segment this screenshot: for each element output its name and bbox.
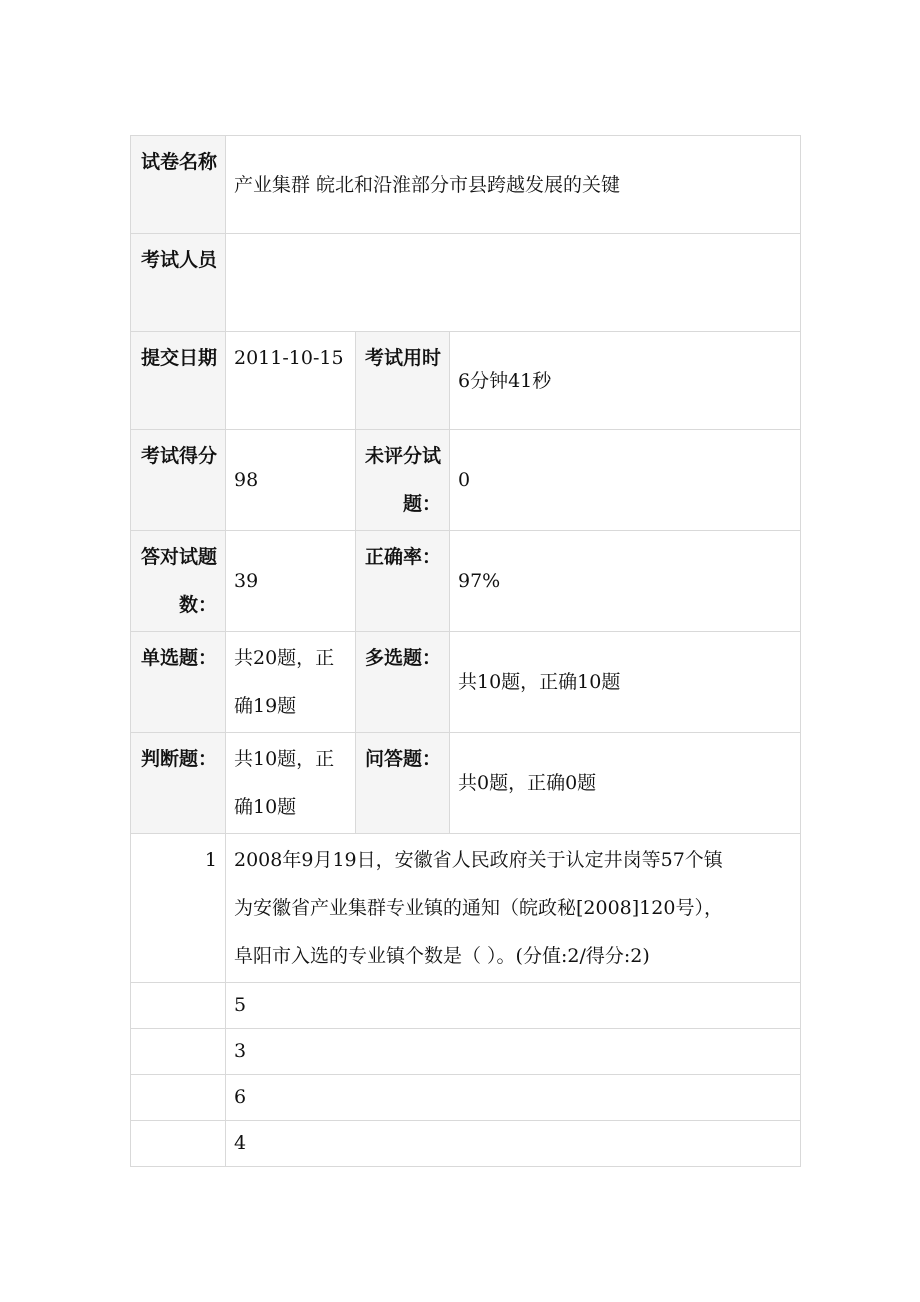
- judge-label: 判断题：: [131, 733, 226, 834]
- option-blank: [131, 1029, 226, 1075]
- accuracy-label: 正确率：: [356, 531, 450, 632]
- option-blank: [131, 1075, 226, 1121]
- ungraded-value: 0: [450, 430, 801, 531]
- score-label: 考试得分: [131, 430, 226, 531]
- examinee-value: [226, 234, 801, 332]
- multi-choice-value: 共10题，正确10题: [450, 632, 801, 733]
- option-row: [131, 1029, 801, 1075]
- multi-choice-label: 多选题：: [356, 632, 450, 733]
- ungraded-label: 未评分试题：: [356, 430, 450, 531]
- option-value: 6: [226, 1075, 801, 1121]
- option-blank: [131, 983, 226, 1029]
- score-value: 98: [226, 430, 356, 531]
- essay-label: 问答题：: [356, 733, 450, 834]
- duration-value: 6分钟41秒: [450, 332, 801, 430]
- correct-count-value: 39: [226, 531, 356, 632]
- correct-count-label: 答对试题数：: [131, 531, 226, 632]
- question-line-2: 为安徽省产业集群专业镇的通知（皖政秘[2008]120号），: [234, 897, 723, 919]
- option-row: [131, 983, 801, 1029]
- single-choice-value: 共20题，正确19题: [226, 632, 356, 733]
- question-number: 1: [131, 834, 226, 983]
- accuracy-value: 97%: [450, 531, 801, 632]
- row-correct: [131, 531, 801, 632]
- option-value: 5: [226, 983, 801, 1029]
- row-question-1: [131, 834, 801, 983]
- row-paper-name: [131, 136, 801, 234]
- row-examinee: [131, 234, 801, 332]
- question-line-1: 2008年9月19日，安徽省人民政府关于认定井岗等57个镇: [234, 849, 723, 871]
- row-date-duration: [131, 332, 801, 430]
- question-text: [226, 834, 801, 983]
- paper-name-value: 产业集群 皖北和沿淮部分市县跨越发展的关键: [226, 136, 801, 234]
- examinee-label: 考试人员: [131, 234, 226, 332]
- judge-value: 共10题，正确10题: [226, 733, 356, 834]
- paper-name-label: 试卷名称: [131, 136, 226, 234]
- exam-result-table: [130, 135, 801, 1167]
- single-choice-label: 单选题：: [131, 632, 226, 733]
- row-judge-essay: [131, 733, 801, 834]
- duration-label: 考试用时: [356, 332, 450, 430]
- option-value: 3: [226, 1029, 801, 1075]
- submit-date-value: 2011-10-15: [226, 332, 356, 430]
- submit-date-label: 提交日期: [131, 332, 226, 430]
- essay-value: 共0题，正确0题: [450, 733, 801, 834]
- option-row: [131, 1075, 801, 1121]
- row-single-multi: [131, 632, 801, 733]
- option-row: [131, 1121, 801, 1167]
- question-line-3: 阜阳市入选的专业镇个数是（ ）。(分值:2/得分:2): [234, 945, 650, 967]
- row-score: [131, 430, 801, 531]
- option-value: 4: [226, 1121, 801, 1167]
- option-blank: [131, 1121, 226, 1167]
